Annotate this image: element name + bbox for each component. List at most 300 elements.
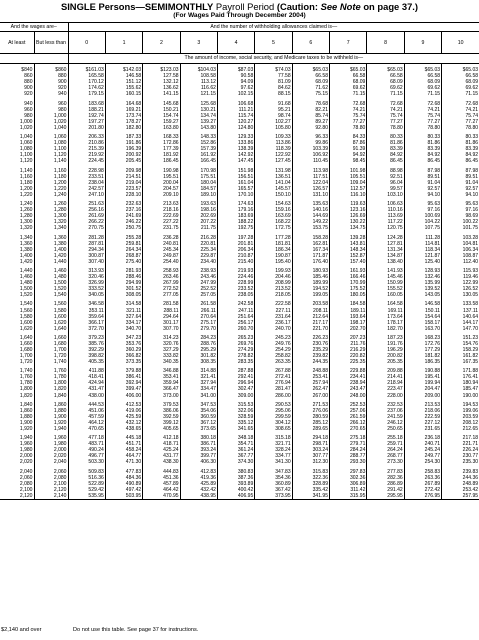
withholding-amount-cell: 386.06	[143, 408, 180, 414]
withholding-amount-cell: 84.92	[367, 152, 404, 158]
withholding-amount-cell: 106.63	[367, 201, 404, 207]
withholding-amount-cell: 294.34	[68, 247, 105, 253]
withholding-amount-cell: 269.76	[217, 341, 254, 347]
withholding-amount-cell: 242.58	[217, 301, 254, 307]
withholding-amount-cell: 393.89	[217, 481, 254, 487]
wage-at-least-cell: 2,000	[0, 453, 34, 459]
withholding-amount-cell: 399.47	[105, 386, 142, 392]
withholding-amount-cell: 322.06	[217, 408, 254, 414]
withholding-amount-cell: 380.83	[217, 469, 254, 475]
withholding-amount-cell: 121.15	[180, 91, 217, 97]
withholding-amount-cell: 366.47	[143, 386, 180, 392]
wage-at-least-cell: 1,660	[0, 341, 34, 347]
withholding-amount-cell: 279.70	[180, 326, 217, 332]
allowance-col-7: 7	[330, 32, 367, 54]
withholding-amount-cell: 198.17	[330, 320, 367, 326]
wage-less-than-cell: 2,020	[34, 453, 68, 459]
withholding-amount-cell: 321.11	[105, 308, 142, 314]
withholding-amount-cell: 83.39	[465, 146, 479, 153]
withholding-amount-cell: 135.63	[292, 201, 329, 207]
withholding-amount-cell: 77.27	[330, 119, 367, 125]
withholding-amount-cell: 268.77	[367, 453, 404, 459]
withholding-amount-cell: 209.00	[404, 393, 441, 399]
withholding-amount-cell: 438.30	[143, 459, 180, 465]
wage-at-least-cell: 1,480	[0, 280, 34, 286]
withholding-amount-cell: 225.34	[180, 247, 217, 253]
withholding-amount-cell: 240.81	[143, 241, 180, 247]
withholding-amount-cell: 122.04	[292, 180, 329, 186]
wage-less-than-cell: 1,220	[34, 186, 68, 192]
wage-less-than-cell: 880	[34, 73, 68, 79]
withholding-amount-cell: 241.59	[367, 414, 404, 420]
withholding-amount-cell: 272.42	[404, 487, 441, 493]
withholding-amount-cell: 231.65	[404, 426, 441, 432]
withholding-amount-cell: 464.12	[68, 420, 105, 426]
withholding-amount-cell: 121.87	[404, 253, 441, 259]
withholding-amount-cell: 230.77	[462, 453, 479, 460]
withholding-amount-cell: 278.82	[217, 353, 254, 359]
withholding-amount-cell: 210.87	[217, 253, 254, 259]
withholding-amount-cell: 372.70	[68, 326, 105, 332]
allowance-col-1: 1	[105, 32, 142, 54]
withholding-amount-cell: 241.69	[105, 213, 142, 219]
withholding-amount-cell: 118.34	[404, 247, 441, 253]
withholding-amount-cell: 220.82	[330, 353, 367, 359]
withholding-amount-cell: 80.33	[404, 134, 441, 140]
withholding-amount-cell: 259.81	[105, 241, 142, 247]
withholding-amount-cell: 198.16	[180, 207, 217, 213]
withholding-amount-cell: 295.29	[180, 347, 217, 353]
withholding-amount-cell: 354.71	[217, 441, 254, 447]
wage-at-least-cell: 1,340	[0, 235, 34, 241]
withholding-amount-cell: 236.17	[255, 320, 292, 326]
withholding-amount-cell: 335.12	[217, 420, 254, 426]
withholding-amount-cell: 78.80	[367, 125, 404, 131]
withholding-amount-cell: 315.53	[217, 402, 254, 408]
wage-at-least-cell: 960	[0, 107, 34, 113]
withholding-amount-cell: 232.63	[105, 201, 142, 207]
withholding-amount-cell: 208.11	[292, 308, 329, 314]
wage-at-least-cell: 1,200	[0, 186, 34, 192]
withholding-amount-cell: 185.47	[462, 386, 479, 393]
withholding-amount-cell: 109.33	[255, 134, 292, 140]
wage-at-least-cell: 1,180	[0, 180, 34, 186]
withholding-amount-cell: 211.76	[330, 341, 367, 347]
withholding-amount-cell: 183.68	[68, 101, 105, 107]
withholding-amount-cell: 246.22	[105, 219, 142, 225]
wage-at-least-cell: 1,160	[0, 174, 34, 180]
withholding-amount-cell: 161.04	[217, 180, 254, 186]
withholding-amount-cell: 170.10	[217, 192, 254, 198]
withholding-amount-cell: 307.70	[143, 326, 180, 332]
withholding-amount-cell: 97.62	[217, 85, 254, 91]
withholding-amount-cell: 132.46	[404, 274, 441, 280]
withholding-amount-cell: 110.16	[367, 207, 404, 213]
over-note: Do not use this table. See page 37 for instructions.	[73, 627, 199, 633]
withholding-amount-cell: 120.27	[217, 119, 254, 125]
withholding-amount-cell: 164.58	[367, 301, 404, 307]
withholding-amount-cell: 236.28	[143, 235, 180, 241]
withholding-amount-cell: 91.04	[404, 180, 441, 186]
wage-at-least-cell: $840	[0, 67, 34, 73]
wage-at-least-cell: 1,320	[0, 225, 34, 231]
withholding-amount-cell: 102.27	[255, 119, 292, 125]
withholding-amount-cell: 75.74	[465, 112, 479, 119]
withholding-amount-cell: 346.88	[143, 368, 180, 374]
withholding-amount-cell: 219.93	[217, 268, 254, 274]
withholding-amount-cell: 98.69	[465, 213, 479, 220]
wage-less-than-cell: 1,180	[34, 174, 68, 180]
withholding-amount-cell: 304.12	[255, 420, 292, 426]
withholding-amount-cell: $65.03	[330, 67, 367, 73]
withholding-amount-cell: 203.59	[462, 413, 479, 420]
withholding-amount-cell: 139.28	[330, 235, 367, 241]
withholding-amount-cell: 158.28	[292, 235, 329, 241]
withholding-amount-cell: 347.23	[105, 335, 142, 341]
withholding-amount-cell: 438.00	[68, 393, 105, 399]
over-label: $2,140 and over	[1, 627, 42, 633]
withholding-amount-cell: 294.99	[105, 280, 142, 286]
withholding-amount-cell: 257.95	[442, 493, 479, 500]
withholding-amount-cell: 188.22	[217, 219, 254, 225]
withholding-amount-cell: 221.71	[462, 441, 479, 448]
withholding-amount-cell: 267.88	[255, 368, 292, 374]
wage-at-least-cell: 2,020	[0, 459, 34, 465]
withholding-amount-cell: 184.57	[180, 186, 217, 192]
withholding-amount-cell: 202.69	[180, 213, 217, 219]
withholding-amount-cell: 113.69	[367, 213, 404, 219]
withholding-amount-cell: 301.52	[105, 286, 142, 292]
withholding-amount-cell: 136.62	[143, 85, 180, 91]
withholding-amount-cell: 312.30	[292, 459, 329, 465]
withholding-amount-cell: 204.57	[143, 186, 180, 192]
withholding-amount-cell: 200.04	[143, 180, 180, 186]
wage-less-than-cell: 1,980	[34, 441, 68, 447]
withholding-amount-cell: 131.34	[367, 247, 404, 253]
withholding-amount-cell: 280.59	[292, 414, 329, 420]
wage-at-least-cell: 1,820	[0, 393, 34, 399]
wage-at-least-cell: 2,120	[0, 493, 34, 500]
withholding-amount-cell: 484.36	[105, 475, 142, 481]
wage-at-least-cell: 900	[0, 85, 34, 91]
withholding-amount-cell: 457.59	[68, 414, 105, 420]
withholding-amount-cell: 78.80	[465, 124, 479, 131]
withholding-amount-cell: 268.87	[105, 253, 142, 259]
withholding-amount-cell: 82.21	[292, 107, 329, 113]
withholding-amount-cell: 141.15	[143, 91, 180, 97]
wage-less-than-cell: 1,080	[34, 140, 68, 146]
withholding-amount-cell: 314.58	[105, 301, 142, 307]
withholding-amount-cell: 425.89	[180, 481, 217, 487]
withholding-amount-cell: 68.09	[404, 79, 441, 85]
table-body	[0, 23, 479, 500]
withholding-amount-cell: 134.74	[180, 113, 217, 119]
withholding-amount-cell: 322.36	[292, 475, 329, 481]
withholding-amount-cell: 216.29	[330, 347, 367, 353]
withholding-amount-cell: 267.00	[292, 393, 329, 399]
withholding-amount-cell: 245.24	[404, 447, 441, 453]
withholding-amount-cell: 196.39	[105, 146, 142, 152]
withholding-amount-cell: 432.42	[180, 487, 217, 493]
withholding-amount-cell: 254.40	[143, 259, 180, 265]
withholding-amount-cell: 78.80	[404, 125, 441, 131]
withholding-amount-cell: 240.70	[255, 326, 292, 332]
withholding-amount-cell: $65.03	[367, 67, 404, 73]
withholding-amount-cell: 89.51	[404, 174, 441, 180]
withholding-amount-cell: 145.46	[367, 274, 404, 280]
withholding-amount-cell: 284.23	[180, 335, 217, 341]
withholding-amount-cell: 87.86	[330, 140, 367, 146]
withholding-amount-cell: 254.30	[404, 459, 441, 465]
wage-less-than-cell: 1,440	[34, 259, 68, 265]
withholding-amount-cell: 228.00	[367, 393, 404, 399]
withholding-amount-cell: 138.39	[217, 146, 254, 152]
withholding-amount-cell: 195.51	[143, 174, 180, 180]
wage-less-than-cell: 1,820	[34, 386, 68, 392]
wage-less-than-cell: 1,620	[34, 320, 68, 326]
withholding-amount-cell: 78.80	[330, 125, 367, 131]
withholding-amount-cell: 168.23	[404, 335, 441, 341]
withholding-amount-cell: 270.65	[330, 426, 367, 432]
withholding-amount-cell: 483.71	[68, 441, 105, 447]
wage-less-than-cell: 1,920	[34, 420, 68, 426]
withholding-amount-cell: 254.29	[255, 347, 292, 353]
withholding-amount-cell: 92.51	[367, 174, 404, 180]
withholding-amount-cell: 71.15	[330, 91, 367, 97]
wage-at-least-cell: 1,760	[0, 374, 34, 380]
wage-less-than-cell: 1,960	[34, 435, 68, 441]
withholding-amount-cell: 190.00	[462, 392, 479, 399]
withholding-amount-cell: 185.46	[292, 274, 329, 280]
wage-at-least-cell: 1,060	[0, 140, 34, 146]
withholding-amount-cell: 194.52	[292, 286, 329, 292]
withholding-amount-cell: 75.74	[404, 113, 441, 119]
withholding-amount-cell: 289.65	[292, 426, 329, 432]
withholding-amount-cell: 529.42	[68, 487, 105, 493]
withholding-amount-cell: 176.41	[462, 374, 479, 381]
withholding-amount-cell: 179.16	[217, 207, 254, 213]
withholding-amount-cell: 172.86	[143, 140, 180, 146]
withholding-amount-cell: 392.59	[143, 414, 180, 420]
allowance-col-10: 10	[442, 32, 479, 54]
withholding-amount-cell: 96.33	[292, 134, 329, 140]
withholding-amount-cell: 117.22	[367, 219, 404, 225]
wage-at-least-cell: 1,980	[0, 447, 34, 453]
withholding-amount-cell: 313.93	[68, 268, 105, 274]
withholding-amount-cell: 186.35	[404, 359, 441, 365]
withholding-amount-cell: 122.99	[462, 280, 479, 287]
wage-less-than-cell: 2,080	[34, 475, 68, 481]
wage-less-than-cell: 1,000	[34, 113, 68, 119]
withholding-amount-cell: 175.51	[180, 174, 217, 180]
withholding-amount-cell: 158.17	[404, 320, 441, 326]
withholding-amount-cell: 213.52	[255, 286, 292, 292]
wage-at-least-cell: 860	[0, 73, 34, 79]
withholding-amount-cell: 451.06	[68, 408, 105, 414]
withholding-amount-cell: 176.40	[292, 259, 329, 265]
allowance-col-5: 5	[255, 32, 292, 54]
withholding-amount-cell: 261.59	[330, 414, 367, 420]
withholding-amount-cell: 92.80	[292, 125, 329, 131]
withholding-amount-cell: 490.89	[105, 481, 142, 487]
withholding-amount-cell: 425.24	[143, 447, 180, 453]
withholding-amount-cell: 201.81	[217, 241, 254, 247]
withholding-amount-cell: 154.74	[143, 113, 180, 119]
wage-less-than-cell: 1,900	[34, 414, 68, 420]
withholding-amount-cell: 497.42	[105, 487, 142, 493]
wage-at-least-cell: 1,300	[0, 219, 34, 225]
withholding-amount-cell: 217.17	[292, 320, 329, 326]
withholding-amount-cell: 451.71	[105, 441, 142, 447]
wage-at-least-cell: 2,060	[0, 475, 34, 481]
wage-less-than-cell: 1,740	[34, 359, 68, 365]
withholding-amount-cell: 406.00	[105, 393, 142, 399]
withholding-amount-cell: 199.06	[462, 407, 479, 414]
wage-at-least-cell: 920	[0, 91, 34, 97]
withholding-amount-cell: 373.00	[143, 393, 180, 399]
withholding-amount-cell: 275.40	[105, 259, 142, 265]
withholding-amount-cell: 386.71	[180, 441, 217, 447]
withholding-amount-cell: 270.75	[68, 225, 105, 231]
withholding-amount-cell: 373.65	[180, 426, 217, 432]
wage-less-than-cell: 1,120	[34, 152, 68, 158]
wage-at-least-cell: 940	[0, 101, 34, 107]
withholding-amount-cell: 154.63	[255, 201, 292, 207]
withholding-amount-cell: 249.87	[143, 253, 180, 259]
withholding-amount-cell: 115.93	[463, 268, 479, 275]
withholding-amount-cell: 205.45	[105, 158, 142, 164]
withholding-amount-cell: 334.47	[180, 386, 217, 392]
wage-less-than-cell: 2,120	[34, 487, 68, 493]
withholding-amount-cell: 155.52	[367, 286, 404, 292]
withholding-amount-cell: 470.95	[143, 493, 180, 500]
wage-at-least-cell: 1,540	[0, 301, 34, 307]
withholding-amount-cell: 190.87	[255, 253, 292, 259]
withholding-amount-cell: 181.92	[143, 152, 180, 158]
withholding-amount-cell: 360.59	[180, 414, 217, 420]
withholding-amount-cell: 242.57	[68, 186, 105, 192]
withholding-amount-cell: 133.58	[462, 301, 479, 308]
withholding-amount-cell: 255.18	[367, 435, 404, 441]
withholding-amount-cell: 341.30	[255, 459, 292, 465]
withholding-amount-cell: 180.05	[330, 292, 367, 298]
withholding-amount-cell: 296.94	[217, 380, 254, 386]
withholding-amount-cell: 159.16	[255, 207, 292, 213]
withholding-amount-cell: 124.28	[367, 235, 404, 241]
at-least-header: At least	[0, 32, 34, 54]
withholding-amount-cell: 150.21	[143, 107, 180, 113]
withholding-amount-cell: 424.94	[68, 380, 105, 386]
withholding-amount-cell: 208.12	[462, 419, 479, 426]
withholding-amount-cell: 186.45	[143, 158, 180, 164]
withholding-amount-cell: 261.69	[68, 213, 105, 219]
withholding-amount-cell: 272.41	[255, 374, 292, 380]
withholding-amount-cell: 201.80	[68, 125, 105, 131]
withholding-amount-cell: 405.35	[68, 359, 105, 365]
withholding-amount-cell: 66.58	[404, 73, 441, 79]
withholding-amount-cell: 66.58	[367, 73, 404, 79]
wage-less-than-cell: 2,140	[34, 493, 68, 500]
withholding-amount-cell: 257.06	[330, 408, 367, 414]
withholding-amount-cell: 162.81	[292, 241, 329, 247]
withholding-amount-cell: 257.05	[180, 292, 217, 298]
withholding-amount-cell: 385.76	[68, 341, 105, 347]
withholding-amount-cell: 77.27	[465, 118, 479, 125]
withholding-amount-cell: 275.18	[330, 435, 367, 441]
allowance-col-0: 0	[68, 32, 105, 54]
withholding-amount-cell: 341.65	[217, 426, 254, 432]
withholding-amount-cell: 379.23	[68, 335, 105, 341]
withholding-amount-cell: 72.68	[367, 101, 404, 107]
withholding-amount-cell: 286.00	[255, 393, 292, 399]
withholding-amount-cell: 95.21	[255, 107, 292, 113]
withholding-amount-cell: 165.58	[68, 73, 105, 79]
withholding-amount-cell: 301.17	[143, 320, 180, 326]
withholding-amount-cell: 217.18	[462, 435, 479, 442]
withholding-amount-cell: 281.47	[255, 386, 292, 392]
withholding-amount-cell: 72.68	[404, 101, 441, 107]
withholding-amount-cell: 302.36	[330, 475, 367, 481]
withholding-amount-cell: 188.21	[68, 107, 105, 113]
withholding-amount-cell: 233.51	[68, 174, 105, 180]
withholding-amount-cell: 69.62	[404, 85, 441, 91]
withholding-amount-cell: 431.47	[68, 386, 105, 392]
wage-at-least-cell: 1,940	[0, 435, 34, 441]
withholding-amount-cell: 74.21	[367, 107, 404, 113]
withholding-amount-cell: 160.05	[367, 292, 404, 298]
withholding-amount-cell: 88.98	[367, 168, 404, 174]
withholding-amount-cell: 96.04	[367, 180, 404, 186]
table-row	[0, 493, 479, 500]
withholding-amount-cell: 94.09	[217, 79, 254, 85]
withholding-amount-cell: 98.45	[330, 158, 367, 164]
withholding-amount-cell: 171.88	[462, 368, 479, 375]
withholding-amount-cell: 216.28	[180, 235, 217, 241]
withholding-amount-cell: 94.92	[330, 152, 367, 158]
wages-header: And the wages are–	[0, 23, 68, 32]
withholding-amount-cell: 419.36	[180, 475, 217, 481]
withholding-amount-cell: 106.34	[462, 246, 479, 253]
withholding-amount-cell: 131.98	[255, 168, 292, 174]
withholding-amount-cell: 334.77	[255, 453, 292, 459]
allowance-col-9: 9	[404, 32, 441, 54]
withholding-amount-cell: 261.58	[180, 301, 217, 307]
withholding-amount-cell: 92.57	[465, 185, 479, 192]
withholding-amount-cell: 163.70	[404, 326, 441, 332]
withholding-amount-cell: 471.30	[105, 459, 142, 465]
withholding-amount-cell: 373.35	[105, 359, 142, 365]
withholding-amount-cell: 210.86	[68, 140, 105, 146]
withholding-amount-cell: 180.04	[180, 180, 217, 186]
withholding-amount-cell: 127.45	[255, 158, 292, 164]
withholding-amount-cell: 161.82	[462, 353, 479, 360]
withholding-amount-cell: 279.71	[330, 441, 367, 447]
wage-less-than-cell: 1,400	[34, 247, 68, 253]
withholding-amount-cell: 177.39	[143, 146, 180, 152]
wage-less-than-cell: 1,480	[34, 274, 68, 280]
withholding-amount-cell: 140.64	[462, 313, 479, 320]
withholding-amount-cell: 101.75	[462, 225, 479, 232]
withholding-amount-cell: 276.94	[255, 380, 292, 386]
withholding-amount-cell: 366.17	[68, 320, 105, 326]
wage-at-least-cell: 1,640	[0, 335, 34, 341]
withholding-amount-cell: 206.34	[217, 247, 254, 253]
withholding-amount-cell: 189.11	[330, 308, 367, 314]
wage-less-than-cell: 960	[34, 101, 68, 107]
withholding-amount-cell: 340.70	[105, 326, 142, 332]
wage-less-than-cell: 1,320	[34, 219, 68, 225]
withholding-amount-cell: 139.27	[180, 119, 217, 125]
